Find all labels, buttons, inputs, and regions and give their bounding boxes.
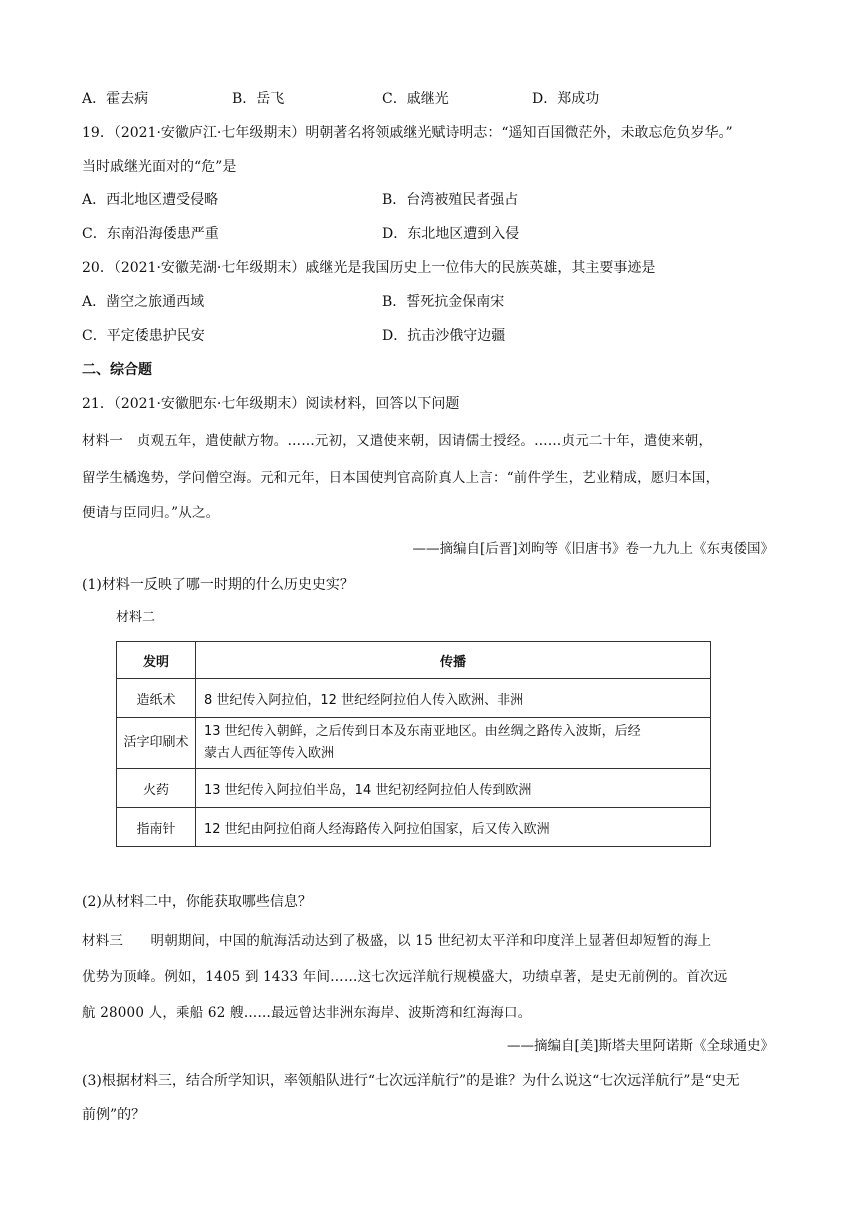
invention-name: 火药 [117,769,196,808]
material2-label: 材料二 [116,610,156,625]
spread-description-line: 13 世纪传入朝鲜，之后传到日本及东南亚地区。由丝绸之路传入波斯，后经 [204,724,641,739]
q18-option-c: C．戚继光 [382,91,449,107]
q20-option-d: D．抗击沙俄守边疆 [382,328,506,344]
column-header: 传播 [196,642,711,679]
column-header: 发明 [117,642,196,679]
q20-stem: 20．（2021·安徽芜湖·七年级期末）戚继光是我国历史上一位伟大的民族英雄，其主要事迹是 [82,260,656,276]
table-row [117,718,711,769]
material3-line: 航 28000 人，乘船 62 艘……最远曾达非洲东海岸、波斯湾和红海海口。 [82,1005,532,1021]
table-row [117,808,711,847]
invention-name: 指南针 [117,808,196,847]
q18-option-d: D．郑成功 [532,91,600,107]
material1-line: 材料一 贞观五年，遣使献方物。……元初，又遣使来朝，因请儒士授经。……贞元二十年，遣使来朝， [82,433,713,449]
spread-description: 8 世纪传入阿拉伯，12 世纪经阿拉伯人传入欧洲、非洲 [196,679,711,718]
material1-line: 便请与臣同归。”从之。 [82,505,220,521]
table-row [117,679,711,718]
section-title: 二、综合题 [82,362,152,378]
material3-line: 优势为顶峰。例如，1405 到 1433 年间……这七次远洋航行规模盛大，功绩卓著，是史无前例的。首次远 [82,969,728,985]
spread-description: 12 世纪由阿拉伯商人经海路传入阿拉伯国家，后又传入欧洲 [196,808,711,847]
q18-option-a: A．霍去病 [82,91,149,107]
material3-source: ——摘编自[美]斯塔夫里阿诺斯《全球通史》 [506,1038,774,1054]
spread-description: 13 世纪传入阿拉伯半岛，14 世纪初经阿拉伯人传到欧洲 [196,769,711,808]
table-header-row [117,642,711,679]
q19-option-b: B．台湾被殖民者强占 [382,192,519,208]
q19-stem: 19．（2021·安徽庐江·七年级期末）明朝著名将领戚继光赋诗明志：“遥知百国微茫外，未敢忘危负岁华。” [82,125,733,141]
table-row [117,769,711,808]
sub-question-1: (1)材料一反映了哪一时期的什么历史史实？ [82,577,354,593]
sub-question-3: (3)根据材料三，结合所学知识，率领船队进行“七次远洋航行”的是谁？为什么说这“七次远洋航行”是“史无 [82,1073,740,1089]
spread-description [196,718,711,769]
q19-stem-cont: 当时戚继光面对的“危”是 [82,159,237,175]
q19-option-a: A．西北地区遭受侵略 [82,192,219,208]
q18-option-b: B．岳飞 [232,91,285,107]
q20-option-b: B．誓死抗金保南宋 [382,294,505,310]
q21-stem: 21．（2021·安徽肥东·七年级期末）阅读材料，回答以下问题 [82,396,460,412]
q20-option-c: C．平定倭患护民安 [82,328,205,344]
invention-name: 造纸术 [117,679,196,718]
material1-source: ——摘编自[后晋]刘昫等《旧唐书》卷一九九上《东夷倭国》 [412,541,774,557]
sub-question-2: (2)从材料二中，你能获取哪些信息？ [82,894,312,910]
q20-option-a: A．凿空之旅通西域 [82,294,205,310]
q19-option-d: D．东北地区遭到入侵 [382,226,520,242]
q19-option-c: C．东南沿海倭患严重 [82,226,219,242]
invention-name: 活字印刷术 [117,718,196,769]
sub-question-3-cont: 前例”的？ [82,1107,146,1123]
material1-line: 留学生橘逸势，学问僧空海。元和元年，日本国使判官高阶真人上言：“前件学生，艺业精成，愿归本国， [82,470,720,486]
spread-description-line: 蒙古人西征等传入欧洲 [204,746,335,761]
material3-line: 材料三 明朝期间，中国的航海活动达到了极盛，以 15 世纪初太平洋和印度洋上显著但却短暂的海上 [82,933,712,949]
inventions-table [116,641,711,847]
